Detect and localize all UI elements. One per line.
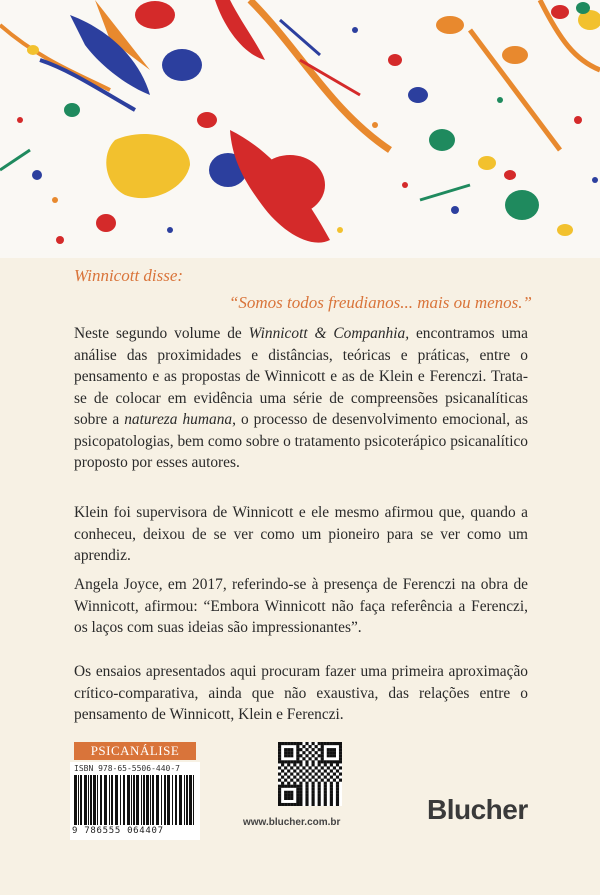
barcode-icon xyxy=(74,775,196,825)
category-label: PSICANÁLISE xyxy=(74,742,196,760)
qr-code-icon xyxy=(278,742,342,806)
paint-splash-illustration xyxy=(0,0,600,258)
paragraph-1-part: Neste segundo volume de xyxy=(74,325,249,342)
epigraph-quote: “Somos todos freudianos... mais ou menos.” xyxy=(228,293,532,312)
website-url: www.blucher.com.br xyxy=(243,817,341,828)
isbn-text: ISBN 978-65-5506-440-7 xyxy=(74,764,180,773)
paragraph-1-part: encontramos uma análise das proximidades e distâncias, teóricas e práticas, entre o pensamento e as propostas de Winnicott e as de Klein e Ferenczi. Trata-se de colocar em evidência uma série de compreensões psicanalíticas sobre a xyxy=(74,325,528,428)
barcode-digits: 9 786555 064407 xyxy=(72,826,164,836)
intro-line: Winnicott disse: xyxy=(74,266,184,285)
barcode-block xyxy=(70,762,200,840)
paragraph-2: Klein foi supervisora de Winnicott e ele mesmo afirmou que, quando a conheceu, deixou de se ver como um pioneiro para se ver como um aprendiz. xyxy=(74,504,528,564)
publisher-logo: Blucher xyxy=(427,794,528,825)
paragraph-1-part: Winnicott & Companhia, xyxy=(248,325,410,342)
paragraph-1-part: natureza humana xyxy=(124,411,233,428)
paragraph-4: Os ensaios apresentados aqui procuram fazer uma primeira aproximação crítico-comparativa, ainda que não exaustiva, das relações entre o pensamento de Winnicott, Klein e Ferenczi. xyxy=(74,663,528,723)
paragraph-1-part: , o processo de desenvolvimento emocional, as psicopatologias, bem como sobre o tratamento psicoterápico psicanalítico proposto por esses autores. xyxy=(74,411,528,471)
paragraph-1 xyxy=(74,323,528,474)
paragraph-3: Angela Joyce, em 2017, referindo-se à presença de Ferenczi na obra de Winnicott, afirmou: “Embora Winnicott não faça referência a Ferenczi, os laços com suas ideias são impressionantes”. xyxy=(74,576,528,636)
